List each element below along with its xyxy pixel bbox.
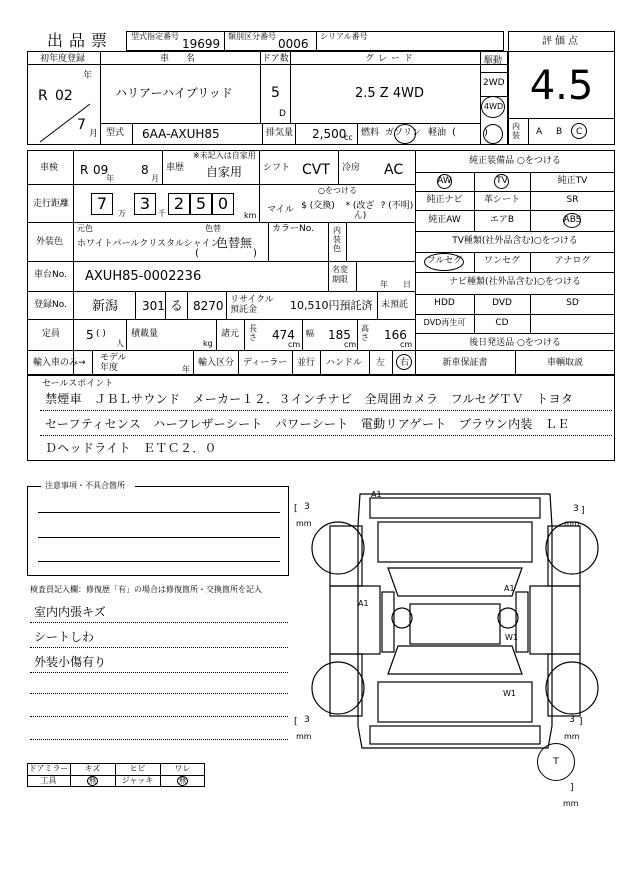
note-line-2: シートしわ [34, 630, 95, 644]
year-unit: 年 [83, 71, 93, 81]
tire-depth-rr: 3 [569, 715, 575, 725]
doc-warranty: 新車保証書 [442, 358, 488, 368]
repaint-label: 色替 [205, 224, 221, 233]
form-title: 出品票 [47, 31, 114, 50]
note-line-1: 室内内張キズ [34, 605, 106, 619]
navi-cd: CD [495, 318, 509, 328]
equip-sr: SR [566, 195, 579, 205]
damage-mark: A1 [504, 584, 515, 593]
width-label: 幅 [306, 329, 314, 338]
navi-dvd: DVD [492, 298, 512, 308]
shift-label: シフト [263, 163, 291, 173]
interior-grade-a: A [536, 127, 543, 137]
sales-line-1: 禁煙車 ＪＢＬサウンド メーカー１２．３インチナビ 全周囲カメラ フルセグＴＶ トヨタ [45, 392, 574, 406]
right-circle [396, 354, 412, 370]
sales-line-3: Ｄヘッドライト ＥＴＣ２．０ [45, 441, 217, 455]
right-label: 右 [400, 358, 410, 368]
car-name-label: 車 名 [160, 54, 200, 64]
diesel-label: 軽油 [428, 128, 447, 138]
mileage-digit: 3 [139, 194, 151, 213]
reg-label: 登録No. [34, 300, 67, 310]
grade-points: 4.5 [529, 63, 594, 109]
equip-aw: AW [437, 176, 452, 186]
fuel-other-circle [483, 124, 503, 144]
col-break: ワレ [174, 764, 191, 773]
color-no-label: カラーNo. [272, 224, 314, 234]
capacity-paren: ( ) [96, 329, 106, 339]
model: 6AA-AXUH85 [142, 127, 220, 141]
equip-tv: TV [496, 176, 508, 186]
shaken-year: 09 [93, 163, 109, 177]
load-unit: kg [203, 339, 213, 348]
first-reg-label: 初年度登録 [40, 54, 86, 64]
mileage-label: 走行距離 [33, 199, 70, 209]
interior-label: 内装 [512, 122, 520, 140]
shaken-label: 車検 [40, 163, 59, 173]
original-color-label: 元色 [77, 224, 93, 233]
navi-hdd: HDD [434, 298, 455, 308]
mileage-digit: 2 [173, 194, 185, 213]
equip-leather: 革シート [483, 195, 520, 205]
km-unit: km [244, 211, 257, 220]
parallel-label: 並行 [297, 358, 316, 368]
ac: AC [384, 162, 404, 178]
type-no: 19699 [182, 37, 221, 51]
jack-value: 無 [178, 776, 187, 785]
length-unit: cm [288, 340, 301, 349]
equip-airbag: エアB [489, 215, 515, 225]
ac-label: 冷房 [342, 163, 361, 173]
doc-manual: 車輌取説 [546, 358, 583, 368]
shift: CVT [302, 162, 330, 178]
fuel-label: 燃料 [361, 128, 380, 138]
tv-oneseg: ワンセグ [483, 256, 520, 266]
tv-title: TV種類(社外品含む)○をつける [452, 236, 578, 246]
tire-depth-fr: 3 [573, 504, 579, 514]
recycle-label: リサイクル預託金 [230, 295, 274, 315]
mile-note: ○をつける [318, 186, 357, 195]
first-reg-month: 7 [77, 117, 86, 133]
capacity-label: 定員 [42, 329, 61, 339]
displacement-unit: cc [344, 133, 353, 142]
mileage-digit: 7 [96, 194, 108, 213]
man-unit: 万 [118, 209, 126, 218]
tire-unit: mm [564, 519, 580, 528]
reg-kana: る [170, 299, 184, 314]
model-year-unit: 年 [182, 365, 190, 374]
tire-unit: mm [563, 799, 579, 808]
equip-genuine-tv: 純正TV [557, 176, 588, 186]
displacement: 2,500 [312, 127, 347, 141]
tire-depth-rl: 3 [304, 715, 310, 725]
spare-label: T [553, 757, 559, 767]
fuel: ガソリン [385, 128, 422, 138]
era: R [38, 88, 48, 104]
title-change-label: 名変期限 [332, 265, 348, 284]
navi-title: ナビ種類(社外品含む)○をつける [449, 277, 581, 287]
fuel-circle [394, 124, 416, 144]
interior-color-label: 内装色 [333, 226, 341, 253]
interior-grade-circle [571, 123, 587, 139]
damage-mark: A1 [371, 490, 382, 499]
equip-abs: ABS [563, 215, 582, 225]
interior-grade-b: B [556, 127, 563, 137]
col-crack: ヒビ [129, 764, 146, 773]
chassis-label: 車台No. [34, 270, 67, 280]
load-label: 積載量 [131, 329, 159, 339]
tools-value: 無 [88, 776, 97, 785]
displacement-label: 排気量 [266, 128, 294, 138]
model-year-label: モデル年度 [100, 353, 127, 373]
sales-points-label: セールスポイント [42, 379, 114, 389]
tire-unit: mm [296, 519, 312, 528]
category-no: 0006 [278, 37, 309, 51]
tv-analog: アナログ [554, 256, 591, 266]
type-no-label: 型式指定番号 [131, 32, 179, 41]
drive-4wd-circle [481, 96, 505, 118]
reg-number: 8270 [193, 299, 224, 313]
tire-unit: mm [296, 732, 312, 741]
reg-area: 新潟 [92, 299, 119, 314]
month-unit: 月 [89, 129, 99, 139]
height: 166 [384, 328, 407, 342]
equip-genuine-navi: 純正ナビ [426, 195, 463, 205]
left-label: 左 [376, 358, 386, 368]
equip-genuine-aw: 純正AW [428, 215, 461, 225]
drive-label: 駆動 [484, 56, 503, 66]
exterior-color: ホワイトパールクリスタルシャイン [77, 239, 220, 249]
length-label: 長さ [249, 324, 257, 342]
usage-label: 車歴 [166, 163, 185, 173]
door-suffix: D [279, 109, 286, 119]
exchange-label: $ (交換) [301, 201, 335, 211]
doors-label: ドア数 [262, 54, 289, 64]
model-label: 型式 [106, 128, 125, 138]
tamper-label: * (改ざん) [345, 201, 375, 221]
color-label: 外装色 [36, 237, 64, 247]
category-no-label: 類別区分番号 [228, 32, 276, 41]
tv-fullseg: フルセグ [426, 256, 463, 266]
usage: 自家用 [206, 165, 243, 179]
interior-grade-c: C [576, 127, 583, 137]
car-name: ハリアーハイブリッド [115, 86, 233, 100]
length: 474 [272, 328, 295, 342]
note-line-3: 外装小傷有り [34, 655, 107, 669]
height-unit: cm [400, 340, 413, 349]
notes-box [27, 486, 289, 576]
width-unit: cm [344, 340, 357, 349]
mileage-digit: 5 [195, 194, 207, 213]
tire-unit: mm [564, 732, 580, 741]
import-label: 輸入車のみ→ [33, 358, 86, 368]
shaken-month: 8 [141, 163, 149, 177]
repaint: 色替無 [216, 236, 253, 250]
doors: 5 [271, 85, 280, 101]
col-door-mirror: ドアミラー [28, 764, 69, 773]
sales-line-2: セーフティセンス ハーフレザーシート パワーシート 電動リアゲート ブラウン内装 ＬＥ [45, 417, 570, 431]
mileage-digit: 0 [217, 194, 229, 213]
width: 185 [328, 328, 351, 342]
inspector-label: 検査員記入欄：修復歴「有」の場合は修復箇所・交換箇所を記入 [30, 585, 262, 594]
capacity: 5 [86, 328, 94, 342]
damage-mark: A1 [358, 599, 369, 608]
jack-label: ジャッキ [121, 776, 154, 785]
navi-sd: SD [566, 298, 579, 308]
shaken-era: R [80, 163, 89, 177]
equipment-title: 純正装備品 ○をつける [469, 156, 561, 166]
drive-2wd: 2WD [483, 78, 505, 88]
damage-mark: W1 [503, 689, 516, 698]
docs-title: 後日発送品 ○をつける [469, 338, 561, 348]
grade-label: グレード [365, 54, 418, 64]
damage-mark: W1 [505, 633, 518, 642]
navi-dvd-play: DVD再生可 [423, 318, 466, 327]
mile-label: マイル [267, 205, 294, 215]
notes-label: 注意事項・不具合箇所 [45, 481, 125, 490]
grade-points-label: 評価点 [542, 36, 581, 47]
reg-class: 301 [142, 299, 165, 313]
grade: 2.5 Z 4WD [355, 86, 424, 101]
usage-note: ※未記入は自家用 [193, 151, 256, 160]
tools-label: 工具 [40, 776, 57, 785]
dealer-label: ディーラー [243, 358, 288, 368]
col-scratch: キズ [84, 764, 101, 773]
dims-label: 諸元 [221, 329, 240, 339]
handle-label: ハンドル [326, 358, 363, 368]
recycle-deposit: 10,510円預託済 [290, 299, 373, 312]
recycle-unpaid: 未預託 [381, 300, 409, 310]
chassis: AXUH85-0002236 [85, 269, 202, 284]
tire-depth-fl: 3 [304, 502, 310, 512]
serial-label: シリアル番号 [320, 32, 368, 41]
capacity-unit: 人 [116, 339, 124, 348]
drive-4wd: 4WD [484, 102, 504, 111]
import-type-label: 輸入区分 [198, 358, 235, 368]
first-reg-year: 02 [55, 88, 73, 104]
height-label: 高さ [361, 324, 369, 342]
thousand-unit: 千 [158, 209, 166, 218]
unknown-label: ? (不明) [380, 201, 414, 211]
